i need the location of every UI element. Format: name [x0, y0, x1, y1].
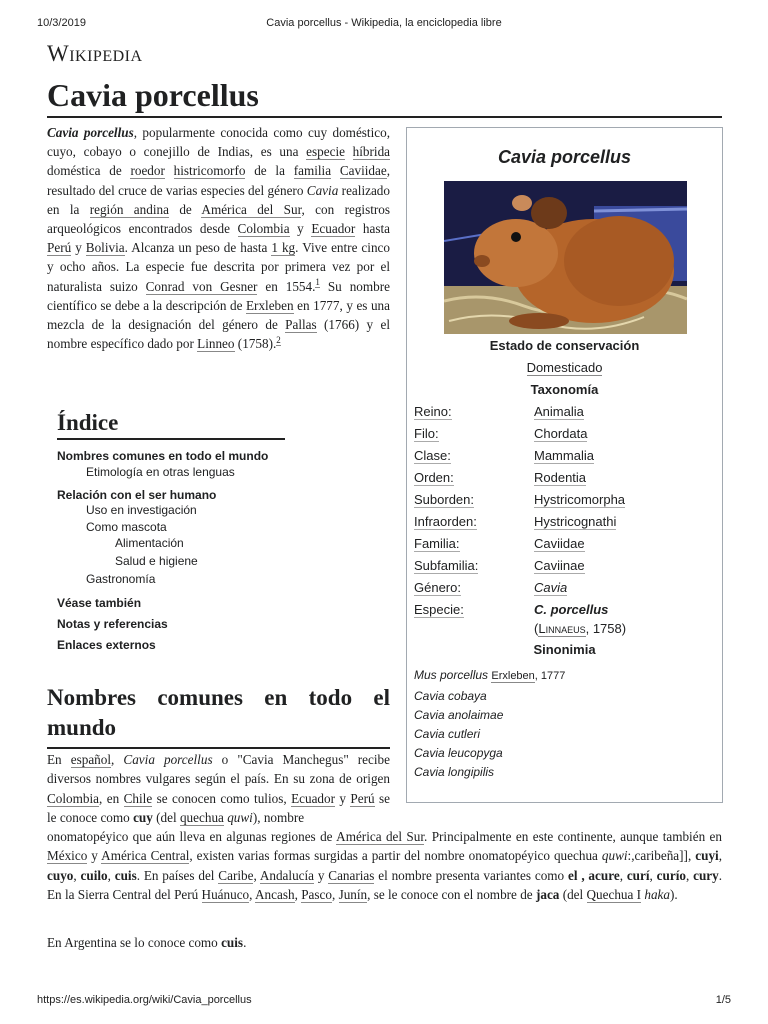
synonymy-header: Sinonimia: [533, 642, 596, 657]
link-chile[interactable]: Chile: [123, 790, 153, 806]
link-peru[interactable]: Perú: [47, 240, 72, 256]
synonym: Cavia cobaya: [414, 689, 487, 703]
text: , popularmente conocida como cuy doméstico, cuyo, cobayo o conejillo de Indias, es una: [47, 125, 390, 160]
taxon-row: [414, 492, 714, 512]
ref-1[interactable]: 1: [315, 277, 320, 288]
taxon-row: [414, 580, 714, 600]
link-familia[interactable]: familia: [293, 163, 332, 179]
text: y: [335, 790, 351, 806]
text-italic: Cavia porcellus: [123, 752, 213, 767]
taxon-value[interactable]: Caviinae: [534, 558, 585, 573]
text: . Principalmente en este continente, aunque también en: [424, 829, 722, 844]
text: ,: [331, 886, 339, 902]
text-bold: cuilo: [80, 867, 108, 883]
text: .: [243, 935, 247, 950]
text-italic: Cavia: [306, 182, 339, 198]
taxon-authority: [534, 621, 626, 636]
toc-item[interactable]: Etimología en otras lenguas: [86, 465, 235, 479]
text: :,caribeña]],: [627, 848, 696, 864]
link-histricomorfo[interactable]: histricomorfo: [173, 163, 246, 179]
taxonomy-header: Taxonomía: [530, 382, 599, 397]
text: ,: [253, 867, 260, 883]
text: . En la Sierra Central del Perú: [47, 867, 723, 902]
taxon-value[interactable]: Hystricognathi: [534, 514, 617, 529]
conservation-status-value[interactable]: Domesticado: [526, 360, 603, 375]
link-pasco[interactable]: Pasco: [301, 886, 332, 902]
taxon-row: [414, 602, 714, 622]
text: (: [534, 621, 539, 636]
lead-paragraph: [47, 123, 390, 353]
section-paragraph: [47, 935, 722, 951]
taxon-row: [414, 514, 714, 534]
toc-title: Índice: [57, 410, 285, 440]
taxon-rank[interactable]: Infraorden:: [414, 514, 477, 529]
synonym: Cavia longipilis: [414, 765, 495, 779]
text: hasta: [355, 221, 390, 237]
toc-item[interactable]: Uso en investigación: [86, 503, 197, 517]
toc-item[interactable]: Alimentación: [115, 536, 184, 550]
text-bold: cuis: [114, 867, 137, 883]
link-bolivia[interactable]: Bolivia: [85, 240, 125, 256]
text: , se le conoce con el nombre de: [367, 886, 536, 902]
link-erxleben[interactable]: Erxleben: [246, 297, 294, 313]
link-caviidae[interactable]: Caviidae: [339, 163, 387, 179]
section-paragraph: [47, 750, 390, 827]
text: (del: [559, 886, 587, 902]
text: [345, 144, 353, 159]
link-america-del-sur[interactable]: América del Sur: [336, 829, 425, 844]
text: [165, 163, 174, 178]
page-title: Cavia porcellus: [47, 76, 722, 118]
text: ).: [670, 886, 678, 902]
taxon-value[interactable]: Animalia: [534, 404, 584, 419]
text-bold: curío: [656, 867, 686, 883]
taxon-value[interactable]: Mammalia: [534, 448, 594, 463]
text: . En países del: [136, 867, 219, 883]
text: , 1758): [585, 621, 627, 636]
wikipedia-logo[interactable]: Wikipedia: [47, 41, 143, 66]
link-mexico[interactable]: México: [47, 848, 88, 864]
text: doméstica de: [47, 163, 131, 179]
text: de: [168, 201, 202, 217]
text: . Vive entre cinco y ocho años. La especie fue descrita por primera vez por el naturalista suizo: [47, 240, 390, 294]
synonym: Cavia cutleri: [414, 727, 481, 741]
text: y: [87, 848, 102, 864]
toc-item[interactable]: Como mascota: [86, 520, 167, 534]
taxon-rank[interactable]: Clase:: [414, 448, 451, 463]
text: ,: [294, 886, 302, 902]
text: se le conoce como: [47, 790, 391, 825]
text: se conocen como tulios,: [152, 790, 292, 806]
text: , en: [99, 790, 124, 806]
text: . Alcanza un peso de hasta: [124, 240, 272, 256]
lead-species-name: Cavia porcellus: [47, 125, 134, 140]
text: o "Cavia Manchegus" recibe diversos nombres vulgares según el país. En su zona de origen: [47, 752, 391, 787]
link-canarias[interactable]: Canarias: [328, 867, 375, 883]
text: realizado en la: [47, 182, 390, 217]
text: En Argentina se lo conoce como: [47, 935, 222, 950]
link-kg[interactable]: 1 kg: [271, 240, 296, 256]
link-region-andina[interactable]: región andina: [89, 201, 169, 217]
taxon-value[interactable]: Chordata: [534, 426, 588, 441]
text: (1758).: [234, 336, 277, 352]
link-colombia[interactable]: Colombia: [237, 221, 290, 237]
link-andalucia[interactable]: Andalucía: [259, 867, 315, 883]
guinea-pig-photo[interactable]: [444, 181, 687, 334]
text-bold: el , acure: [567, 867, 620, 883]
taxon-row: [414, 536, 714, 556]
taxon-rank[interactable]: Familia:: [414, 536, 460, 551]
text-bold: cuyo: [47, 867, 74, 883]
toc-item[interactable]: Nombres comunes en todo el mundo: [57, 449, 269, 463]
print-page-title: Cavia porcellus - Wikipedia, la enciclopedia libre: [266, 17, 502, 29]
link-peru[interactable]: Perú: [350, 790, 375, 806]
taxon-rank[interactable]: Filo:: [414, 426, 439, 441]
text: [331, 163, 340, 178]
toc-item[interactable]: Enlaces externos: [57, 638, 156, 652]
section-paragraph: [47, 827, 722, 904]
link-roedor[interactable]: roedor: [130, 163, 165, 179]
text-bold: cuy: [133, 809, 153, 825]
text: ,: [107, 867, 115, 883]
toc-item[interactable]: Gastronomía: [86, 572, 156, 586]
taxon-rank: Especie:: [414, 602, 464, 617]
print-footer: [37, 994, 731, 1006]
text: Su nombre científico se debe a la descripción de: [47, 278, 390, 313]
link-linneo[interactable]: Linneo: [197, 336, 235, 352]
taxobox: [406, 127, 723, 803]
text-italic: haka: [644, 886, 670, 902]
text-bold: cuis: [221, 935, 244, 950]
text: en 1777, y es una mezcla de la designación del género de: [47, 297, 390, 333]
text: y: [289, 221, 312, 237]
text: (del: [152, 809, 180, 825]
taxon-row: [414, 558, 714, 578]
taxon-value[interactable]: Hystricomorpha: [534, 492, 626, 507]
taxon-rank[interactable]: Subfamilia:: [414, 558, 479, 573]
synonym: Cavia anolaimae: [414, 708, 504, 722]
link-hibrida[interactable]: híbrida: [352, 144, 391, 160]
text: y: [314, 867, 329, 883]
text: ,: [685, 867, 694, 883]
link-huanuco[interactable]: Huánuco: [201, 886, 250, 902]
text: de la: [245, 163, 294, 179]
link-colombia[interactable]: Colombia: [47, 790, 100, 806]
toc-item[interactable]: Relación con el ser humano: [57, 488, 217, 502]
taxon-value: C. porcellus: [534, 602, 609, 617]
link-espanol[interactable]: español: [70, 752, 112, 767]
link-ecuador[interactable]: Ecuador: [311, 221, 356, 237]
text: ,: [111, 752, 124, 767]
text: y: [71, 240, 86, 256]
taxon-value[interactable]: Caviidae: [534, 536, 585, 551]
text: ,: [619, 867, 627, 883]
taxon-row: [414, 470, 714, 490]
text-italic: quwi: [601, 848, 628, 864]
text-bold: cuyi: [695, 848, 719, 864]
synonym: Cavia leucopyga: [414, 746, 503, 760]
link-quechua-i[interactable]: Quechua I: [586, 886, 642, 902]
taxobox-title: Cavia porcellus: [497, 147, 632, 167]
link-pallas[interactable]: Pallas: [285, 317, 317, 333]
print-header: [37, 17, 731, 29]
link-ancash[interactable]: Ancash: [255, 886, 295, 902]
conservation-status-header: Estado de conservación: [489, 338, 640, 353]
link-junin[interactable]: Junín: [338, 886, 368, 902]
link-linnaeus[interactable]: Linnaeus: [538, 621, 586, 636]
link-quechua[interactable]: quechua: [179, 809, 224, 825]
taxon-row: [414, 404, 714, 424]
conservation-status-value-wrap: [407, 360, 722, 375]
taxon-rank[interactable]: Género:: [414, 580, 461, 595]
toc-item[interactable]: Salud e higiene: [115, 554, 198, 568]
link-ecuador[interactable]: Ecuador: [291, 790, 335, 806]
text: , 1777: [534, 670, 566, 682]
taxon-row: [414, 448, 714, 468]
taxon-rank[interactable]: Suborden:: [414, 492, 474, 507]
text: onomatopéyico que aún lleva en algunas regiones de: [47, 829, 337, 844]
text: Mus porcellus: [414, 668, 489, 682]
section-title: Nombres comunes en todo el mundo: [47, 683, 390, 749]
link-erxleben-syn[interactable]: Erxleben: [491, 670, 535, 682]
taxon-value[interactable]: Rodentia: [534, 470, 587, 485]
print-page-number: 1/5: [715, 994, 731, 1006]
text-bold: jaca: [535, 886, 560, 902]
link-america-del-sur[interactable]: América del Sur: [201, 201, 302, 217]
synonym-first: [414, 668, 565, 682]
text: ,: [73, 867, 81, 883]
text: (1766) y el nombre específico dado por: [47, 317, 390, 352]
link-gesner[interactable]: Conrad von Gesner: [145, 278, 258, 294]
text: , existen varias formas surgidas a partir del nombre onomatopéyico quechua: [189, 848, 602, 864]
text: ,: [649, 867, 657, 883]
text: el nombre presenta variantes como: [374, 867, 568, 883]
text: ,: [249, 886, 256, 902]
text: en 1554.: [257, 278, 316, 294]
text-bold: curí: [626, 867, 650, 883]
link-especie[interactable]: especie: [306, 144, 345, 160]
text: ), nombre: [252, 809, 305, 825]
link-america-central[interactable]: América Central: [101, 848, 190, 864]
text-bold: cury: [693, 867, 719, 883]
text: ,: [718, 848, 722, 864]
taxon-rank[interactable]: Reino:: [414, 404, 452, 419]
toc-item[interactable]: Notas y referencias: [57, 617, 168, 631]
ref-2[interactable]: 2: [276, 334, 281, 345]
print-date: 10/3/2019: [37, 17, 86, 29]
text-italic: quwi: [227, 809, 253, 825]
taxon-value[interactable]: Cavia: [534, 580, 568, 595]
print-url: https://es.wikipedia.org/wiki/Cavia_porcellus: [37, 994, 252, 1006]
taxon-rank[interactable]: Orden:: [414, 470, 454, 485]
taxon-row: [414, 426, 714, 446]
text: , resultado del cruce de varias especies del género: [47, 163, 390, 198]
toc-item[interactable]: Véase también: [57, 596, 142, 610]
text: En: [47, 752, 71, 767]
link-caribe[interactable]: Caribe: [218, 867, 254, 883]
text: , con registros arqueológicos encontrados desde: [47, 201, 390, 237]
